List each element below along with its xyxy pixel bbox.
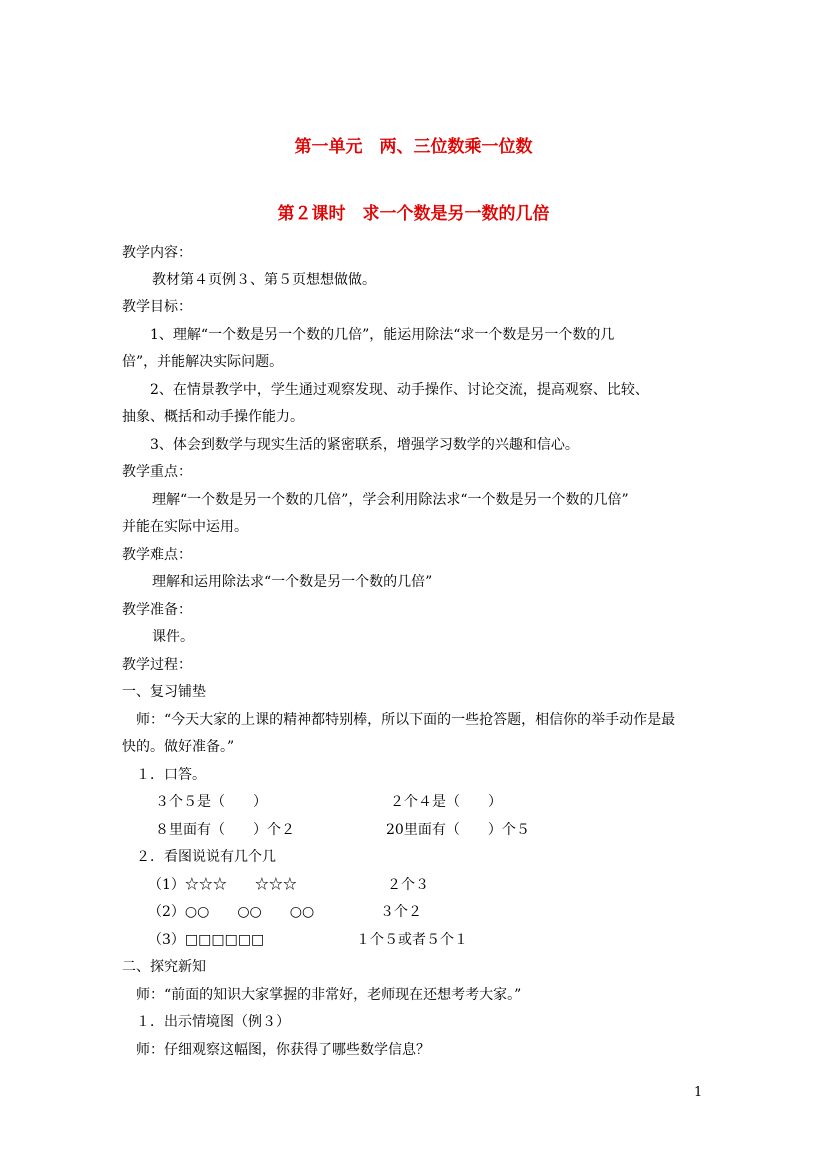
- section-heading: 教学目标：: [122, 299, 192, 315]
- section-heading: 教学难点：: [122, 547, 192, 563]
- paragraph: 倍”，并能解决实际问题。: [122, 354, 284, 370]
- section-heading: 二、探究新知: [122, 959, 206, 975]
- paragraph: 2、在情景教学中，学生通过观察发现、动手操作、讨论交流，提高观察、比较、: [150, 382, 649, 398]
- section-heading: 教学过程：: [122, 657, 192, 673]
- paragraph: 快的。做好准备。”: [122, 739, 235, 755]
- section-heading: 教学重点：: [122, 464, 192, 480]
- paragraph: 并能在实际中运用。: [122, 519, 248, 535]
- unit-title: 第一单元 两、三位数乘一位数: [294, 137, 533, 157]
- picture-answer: ２个３: [387, 877, 429, 893]
- picture-row-squares: （3）□□□□□□: [148, 932, 265, 948]
- list-item: １．出示情境图（例３）: [136, 1014, 290, 1030]
- page-number: 1: [694, 1085, 703, 1100]
- list-item: ２．看图说说有几个几: [136, 849, 276, 865]
- lesson-title: 第２课时 求一个数是另一数的几倍: [277, 204, 550, 224]
- paragraph: 课件。: [152, 629, 194, 645]
- paragraph: 理解和运用除法求“一个数是另一个数的几倍”: [152, 574, 433, 590]
- paragraph: 1、理解“一个数是另一个数的几倍”，能运用除法“求一个数是另一个数的几: [150, 327, 615, 343]
- oral-question: ２个４是（ ）: [390, 794, 502, 810]
- paragraph: 3、体会到数学与现实生活的紧密联系，增强学习数学的兴趣和信心。: [150, 437, 579, 453]
- picture-answer: ３个２: [380, 904, 422, 920]
- picture-answer: １个５或者５个１: [356, 932, 468, 948]
- paragraph: 师：仔细观察这幅图，你获得了哪些数学信息？: [136, 1042, 430, 1058]
- section-heading: 教学准备：: [122, 602, 192, 618]
- paragraph: 抽象、概括和动手操作能力。: [122, 409, 304, 425]
- paragraph: 师：“前面的知识大家掌握的非常好，老师现在还想考考大家。”: [136, 987, 522, 1003]
- picture-row-circles: （2）○○ ○○ ○○: [148, 904, 315, 920]
- picture-row-stars: （1）☆☆☆ ☆☆☆: [148, 877, 297, 893]
- oral-question: 20里面有（ ）个５: [386, 822, 530, 838]
- oral-question: ８里面有（ ）个２: [155, 822, 295, 838]
- section-heading: 教学内容：: [122, 245, 192, 261]
- section-heading: 一、复习铺垫: [122, 684, 206, 700]
- list-item: １．口答。: [136, 767, 206, 783]
- oral-question: ３个５是（ ）: [155, 794, 267, 810]
- paragraph: 教材第４页例３、第５页想想做做。: [152, 272, 376, 288]
- paragraph: 师：“今天大家的上课的精神都特别棒，所以下面的一些抢答题，相信你的举手动作是最: [136, 712, 676, 728]
- paragraph: 理解“一个数是另一个数的几倍”，学会利用除法求“一个数是另一个数的几倍”: [152, 492, 629, 508]
